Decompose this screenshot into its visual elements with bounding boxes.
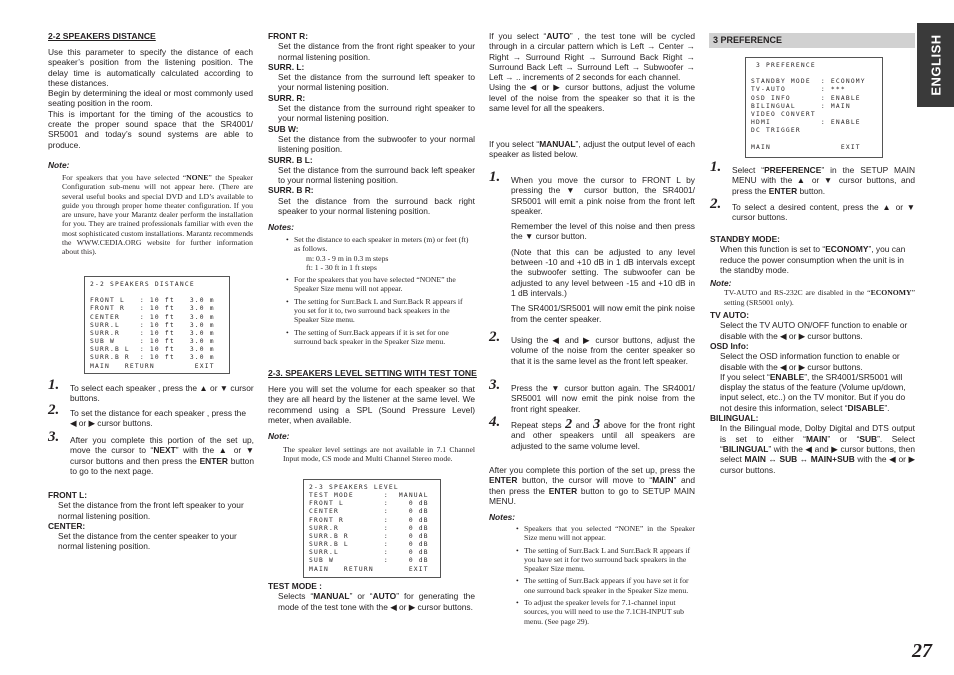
surr-bl-label: SURR. B L:: [268, 154, 313, 165]
manual-mode-text: If you select “MANUAL”, adjust the output level of each speaker as listed below.: [489, 139, 695, 160]
test-mode-label: TEST MODE :: [268, 581, 322, 591]
pref-step-1: [710, 159, 915, 196]
test-mode-definition: [268, 581, 475, 612]
note-label: Note:: [710, 278, 732, 289]
surr-br-text: Set the distance from the surround back right speaker to your normal listening position.: [278, 195, 475, 217]
front-r-text: Set the distance from the front right speaker to your normal listening position.: [278, 41, 475, 62]
center-label: CENTER:: [48, 520, 86, 531]
step-text: Press the ▼ cursor button again. The SR4001/ SR5001 will now emit the pink noise from the front right speaker.: [511, 383, 695, 414]
note-label: Note:: [268, 431, 290, 441]
surr-br-label: SURR. B R:: [268, 185, 314, 196]
note-label: Note:: [48, 160, 70, 170]
step-text: Select “PREFERENCE” in the SETUP MAIN MENU with the ▲ or ▼ cursor buttons, and press the ENTER button.: [732, 165, 915, 196]
speakers-level-intro: Here you will set the volume for each speaker so that they are all heard by the listener at the same level. We recommend using a SPL (Sound Pressure Level) meter, when available.: [268, 384, 475, 425]
step-number: 1.: [710, 159, 722, 175]
step-number: 2.: [710, 196, 722, 212]
tv-auto-label: TV AUTO:: [710, 310, 750, 321]
bilingual-label: BILINGUAL:: [710, 413, 759, 424]
step-number: 1.: [48, 377, 60, 393]
section-heading-speakers-distance: 2-2 SPEAKERS DISTANCE: [48, 31, 156, 41]
language-tab-label: ENGLISH: [928, 34, 943, 96]
note-item: • Set the distance to each speaker in meters (m) or feet (ft) as follows. m: 0.3 - 9 m in 0.3 m steps ft: 1 - 30 ft in 1 ft steps: [294, 235, 475, 272]
preference-definitions: [710, 234, 915, 475]
step-number: 2.: [48, 402, 60, 418]
step-2: [48, 402, 254, 429]
note-item: • Speakers that you selected “NONE” in the Speaker Size menu will not appear.: [524, 524, 695, 543]
bilingual-text: In the Bilingual mode, Dolby Digital and DTS output is set to either “MAIN” or “SUB”. Select “BILINGUAL” with the ◀ and ▶ cursor buttons, then select MAIN ↔ SUB ↔ MAIN+SUB with the ◀ or ▶ cursor buttons.: [720, 423, 915, 475]
standby-text: When this function is set to “ECONOMY”, you can reduce the power consumption when the unit is in the standby mode.: [720, 244, 906, 275]
step-text: When you move the cursor to FRONT L by pressing the ▼ cursor button, the SR4001/ SR5001 will emit a pink noise from the front left speaker. Remember the level of this noise and then press the ▼ cursor button. (Note that this can be adjusted to any level between -10 and +10 dB in 1 dB intervals except the subwoofer setting. The subwoofer can be adjusted to any level between -15 and +10 dB in 1 dB intervals.) The SR4001/SR5001 will now emit the pink noise from the center speaker.: [511, 175, 695, 324]
language-tab: [917, 23, 954, 107]
intro-paragraph: Use this parameter to specify the distance of each speaker’s position from the listening position. The delay time is automatically calculated according to these distances.: [48, 47, 253, 88]
preference-note: TV-AUTO and RS-232C are disabled in the “ECONOMY” setting (SR5001 only).: [724, 288, 915, 307]
after-setup-text: After you complete this portion of the set up, press the ENTER button, the cursor will move to “MAIN” and then press the ENTER button to go to SETUP MAIN MENU.: [489, 465, 695, 506]
distance-notes: [280, 235, 475, 349]
section-heading-preference: 3 PREFERENCE: [713, 35, 783, 45]
surr-l-label: SURR. L:: [268, 61, 305, 72]
note-text: ” the Speaker Configuration sub-menu will not appear here. (There are several useful books and special DVD and LD’s available to guide you through proper home theater configuration. If you are unsure, have your Marantz dealer perform the installation for you. They are trained professionals familiar with even the most sophisticated custom installations. Marantz recommends the WWW.CEDIA.ORG website for further information about this).: [62, 173, 253, 257]
step-text: To select each speaker , press the ▲ or ▼ cursor buttons.: [70, 383, 254, 404]
surr-l-text: Set the distance from the surround left speaker to your normal listening position.: [278, 72, 475, 93]
page-number: 27: [912, 640, 932, 662]
front-l-label: FRONT L:: [48, 490, 88, 500]
pref-step-2: [710, 196, 915, 223]
speaker-note: [62, 173, 253, 257]
sub-w-label: SUB W:: [268, 123, 299, 134]
note-item: • The setting of Surr.Back appears if it is set for one surround back speaker in the Speaker Size menu.: [294, 328, 475, 347]
level-step-1: [489, 169, 695, 324]
test-mode-text: Selects “MANUAL” or “AUTO” for generating the mode of the test tone with the ◀ or ▶ cursor buttons.: [278, 591, 475, 612]
distance-definitions-2: [268, 31, 475, 216]
front-r-label: FRONT R:: [268, 31, 309, 41]
notes-label: Notes:: [268, 222, 295, 232]
step-number: 3.: [489, 377, 501, 393]
section-heading-speakers-level: 2-3. SPEAKERS LEVEL SETTING WITH TEST TONE: [268, 368, 477, 378]
osd-text: 2-2 SPEAKERS DISTANCE FRONT L : 10 ft 3.0 m FRONT R : 10 ft 3.0 m CENTER : 10 ft 3.0 m SURR.L : 10 ft 3.0 m SURR.R : 10 ft 3.0 m SUB W : 10 ft 3.0 m SURR.B L : 10 ft 3.0 m SURR.B R : 10 ft 3.0 m MAIN RETURN EXIT: [90, 281, 215, 370]
intro-paragraph: Begin by determining the ideal or most commonly used seating position in the room.: [48, 88, 253, 109]
surr-bl-text: Set the distance from the surround back left speaker to your normal listening position.: [278, 164, 475, 186]
note-item: • The setting for Surr.Back L and Surr.Back R appears if you set for it to, two surround back speakers in the Speaker Size menu.: [294, 297, 475, 325]
tv-auto-text: Select the TV AUTO ON/OFF function to enable or disable with the ◀ or ▶ cursor buttons.: [720, 320, 908, 341]
level-note: The speaker level settings are not available in 7.1 Channel Input mode, CS mode and Multi Channel Stereo mode.: [283, 445, 475, 464]
step-number: 3.: [48, 429, 60, 445]
note-item: • The setting of Surr.Back L and Surr.Back R appears if you have set it for two surround back speakers in the Speaker Size menu.: [524, 546, 695, 574]
step-number: 2.: [489, 329, 501, 345]
standby-label: STANDBY MODE:: [710, 234, 780, 244]
note-text: For speakers that you have selected “: [62, 173, 187, 182]
step-1: [48, 377, 254, 404]
level-step-2: [489, 329, 695, 366]
step-text: Using the ◀ and ▶ cursor buttons, adjust the volume of the noise from the center speaker so that it is the same level as the front left speaker.: [511, 335, 695, 366]
osd-speakers-level: [303, 479, 441, 578]
level-step-3: [489, 377, 695, 414]
osd-info-text: Select the OSD information function to enable or disable with the ◀ or ▶ cursor buttons. If you select “ENABLE”, the SR4001/SR5001 will display the status of the feature (Volume up/down, input select, etc..) on the TV monitor. But if you do not desire this information, select “DISABLE”.: [720, 351, 906, 413]
surr-r-label: SURR. R:: [268, 92, 306, 103]
level-notes: [510, 524, 695, 629]
note-item: • For the speakers that you have selected “NONE” the Speaker Size menu will not appear.: [294, 275, 475, 294]
note-item: • To adjust the speaker levels for 7.1-channel input sources, you will need to use the 7.1CH-INPUT sub menu. (See page 29).: [524, 598, 695, 626]
level-step-4: [489, 414, 696, 451]
surr-r-text: Set the distance from the surround right speaker to your normal listening position.: [278, 103, 475, 124]
osd-info-label: OSD Info:: [710, 340, 749, 351]
osd-text: 3 PREFERENCE STANDBY MODE : ECONOMY TV-AUTO : *** OSD INFO : ENABLE BILINGUAL : MAIN VIDEO CONVERT HDMI : ENABLE DC TRIGGER MAIN EXIT: [751, 62, 866, 151]
step-text: To set the distance for each speaker , press the ◀ or ▶ cursor buttons.: [70, 408, 246, 429]
osd-text: 2-3 SPEAKERS LEVEL TEST MODE : MANUAL FRONT L : 0 dB CENTER : 0 dB FRONT R : 0 dB SURR.R : 0 dB SURR.B R : 0 dB SURR.B L : 0 dB SURR.L : 0 dB SUB W : 0 dB MAIN RETURN EXIT: [309, 484, 429, 573]
distance-definitions: [48, 490, 254, 552]
speakers-distance-intro: [48, 47, 253, 150]
front-l-text: Set the distance from the front left speaker to your normal listening position.: [58, 500, 244, 521]
notes-label: Notes:: [489, 512, 516, 522]
note-item: • The setting of Surr.Back appears if you have set it for one surround back speaker in the Speaker Size menu.: [524, 576, 695, 595]
center-text: Set the distance from the center speaker to your normal listening position.: [58, 531, 237, 552]
step-text: After you complete this portion of the set up, move the cursor to “NEXT” with the ▲ or ▼ cursor buttons and then press the ENTER button to go to the next page.: [70, 435, 254, 476]
step-3: [48, 429, 254, 476]
step-number: 1.: [489, 169, 501, 185]
auto-mode-text: If you select “AUTO” , the test tone will be cycled through in a circular pattern which is Left → Center → Right → Surround Right → Surround Back Right → Surround Back Left → Surround Left → Subwoofer → Left → .. increments of 2 seconds for each channel. Using the ◀ or ▶ cursor buttons, adjust the volume level of the noise from the speaker so that it is the same level for all the speakers.: [489, 31, 695, 114]
step-text: To select a desired content, press the ▲ or ▼ cursor buttons.: [732, 202, 915, 223]
sub-w-text: Set the distance from the subwoofer to your normal listening position.: [278, 133, 475, 155]
step-text: Repeat steps 2 and 3 above for the front right and other speakers until all speakers are adjusted to the same volume level.: [511, 417, 696, 451]
intro-paragraph: This is important for the timing of the acoustics to create the proper sound space that the SR4001/ SR5001 and today’s sound systems are able to produce.: [48, 108, 253, 150]
note-none: NONE: [186, 173, 209, 182]
osd-preference: [745, 57, 883, 158]
step-number: 4.: [489, 414, 501, 430]
osd-speakers-distance: [84, 276, 230, 374]
